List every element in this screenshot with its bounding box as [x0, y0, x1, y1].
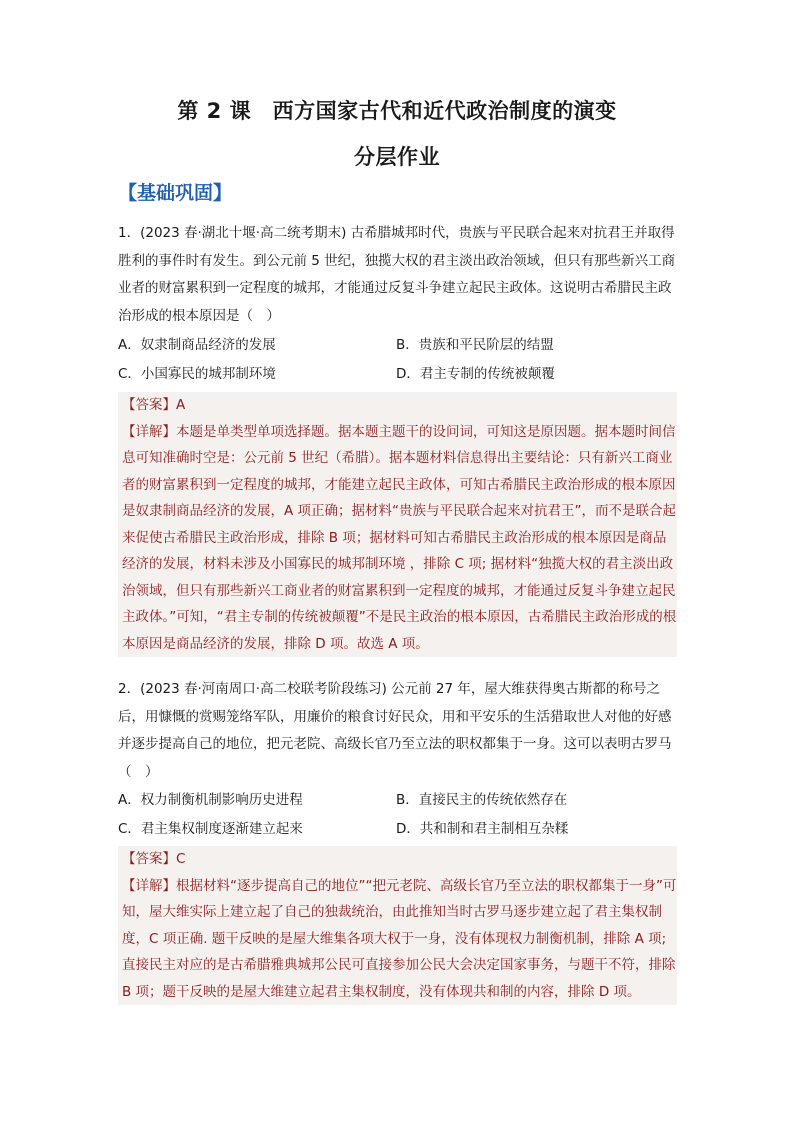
page-title: 第 2 课 西方国家古代和近代政治制度的演变 — [177, 99, 617, 123]
question-1-answer: 【答案】A — [122, 397, 186, 413]
question-2-analysis: 【详解】根据材料“逐步提高自己的地位”“把元老院、高级长官乃至立法的职权都集于一身”可知，屋大维实际上建立起了自己的独裁统治，由此推知当时古罗马逐步建立起了君主集权制度，C 项正确. 题干反映的是屋大维集各项大权于一身，没有体现权力制衡机制，排除 A 项; 直接民主对应的是古希腊雅典城邦公民可直接参加公民大会决定国家事务，与题干不符，排除 B 项；题干反映的是屋大维建立起君主集权制度，没有体现共和制的内容，排除 D 项。 — [122, 877, 677, 1000]
question-2-option-b[interactable]: B．直接民主的传统依然存在 — [396, 792, 568, 808]
question-1-option-d[interactable]: D．君主专制的传统被颠覆 — [396, 366, 555, 382]
question-2-stem: 2．(2023 春·河南周口·高二校联考阶段练习) 公元前 27 年，屋大维获得奥古斯都的称号之后，用慷慨的赏赐笼络军队，用廉价的粮食讨好民众，用和平安乐的生活猎取世人对他的好感 并逐步提高自己的地位，把元老院、高级长官乃至立法的职权都集于一身。这可以表明古罗马（ ） — [118, 681, 672, 780]
question-1-answer-block — [118, 392, 677, 657]
question-1-analysis: 【详解】本题是单类型单项选择题。据本题主题干的设问词，可知这是原因题。据本题时间信息可知准确时空是：公元前 5 世纪（希腊）。据本题材料信息得出主要结论：只有新兴工商业者的财富累积到一定程度的城邦，才能建立起民主政体，可知古希腊民主政治形成的根本原因是奴隶制商品经济的发展，A 项正确；据材料“贵族与平民联合起来对抗君王”，而不是联合起来促使古希腊民主政治形成，排除 B 项；据材料可知古希腊民主政治形成的根本原因是商品经济的发展，材料未涉及小国寡民的城邦制环境 ，排除 C 项; 据材料“独揽大权的君主淡出政治领域，但只有那些新兴工商业者的财富累积到一定程度的城邦，才能通过反复斗争建立起民主政体。”可知，“君主专制的传统被颠覆”不是民主政治的根本原因，古希腊民主政治形成的根本原因是商品经济的发展，排除 D 项。故选 A 项。 — [122, 423, 677, 652]
question-1-option-a[interactable]: A．奴隶制商品经济的发展 — [118, 337, 276, 353]
question-2-option-c[interactable]: C．君主集权制度逐渐建立起来 — [118, 821, 303, 837]
question-2-option-d[interactable]: D．共和制和君主制相互杂糅 — [396, 821, 569, 837]
question-1-options — [118, 331, 678, 389]
page-subtitle: 分层作业 — [354, 145, 440, 169]
question-2-options — [118, 786, 678, 844]
question-2-answer: 【答案】C — [122, 851, 186, 867]
section-heading: 【基础巩固】 — [118, 182, 233, 204]
question-1-option-b[interactable]: B．贵族和平民阶层的结盟 — [396, 337, 554, 353]
question-1-option-c[interactable]: C．小国寡民的城邦制环境 — [118, 366, 276, 382]
question-2-answer-block — [118, 846, 677, 1005]
question-2-option-a[interactable]: A．权力制衡机制影响历史进程 — [118, 792, 303, 808]
question-1-stem: 1．(2023 春·湖北十堰·高二统考期末) 古希腊城邦时代，贵族与平民联合起来对抗君王并取得胜利的事件时有发生。到公元前 5 世纪，独揽大权的君主淡出政治领域，但只有那些新兴工商业者的财富累积到一定程度的城邦，才能通过反复斗争建立起民主政体。这说明古希腊民主政治形成的根本原因是（ ） — [118, 225, 676, 324]
